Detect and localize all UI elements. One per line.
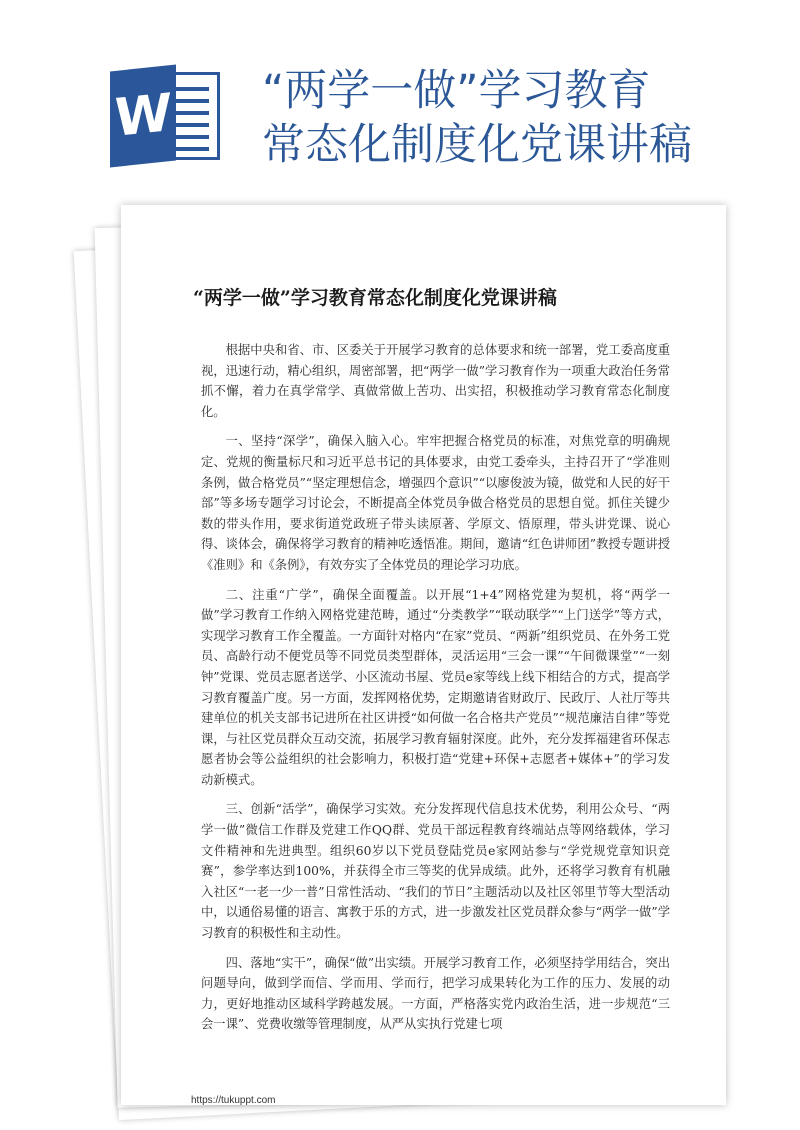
word-icon — [110, 68, 220, 164]
document-page — [121, 205, 726, 1105]
paragraph-section-1: 一、坚持“深学”，确保入脑入心。牢牢把握合格党员的标准，对焦党章的明确规定、党规的衡量标尺和习近平总书记的具体要求，由党工委牵头，主持召开了“学准则条例，做合格党员”“坚定理想信念，增强四个意识”“以廖俊波为镜，做党和人民的好干部”等多场专题学习讨论会，不断提高全体党员争做合格党员的思想自觉。抓住关键少数的带头作用，要求街道党政班子带头读原著、学原文、悟原理，带头讲党课、说心得、谈体会，确保将学习教育的精神吃透悟准。期间，邀请“红色讲师团”教授专题讲授《准则》和《条例》，有效夯实了全体党员的理论学习功底。 — [201, 434, 670, 572]
document-stack — [96, 205, 726, 1110]
paragraph-section-2: 二、注重“广学”，确保全面覆盖。以开展“1+4”网格党建为契机，将“两学一做”学习教育工作纳入网格党建范畴，通过“分类教学”“联动联学”“上门送学”等方式，实现学习教育工作全覆盖。一方面针对格内“在家”党员、“两新”组织党员、在外务工党员、高龄行动不便党员等不同党员类型群体，灵活运用“三会一课”“午间微课堂”“一刻钟”党课、党员志愿者送学、小区流动书屋、党员e家等线上线下相结合的方式，提高学习教育覆盖广度。另一方面，发挥网格优势，定期邀请省财政厅、民政厅、人社厅等共建单位的机关支部书记进所在社区讲授“如何做一名合格共产党员”“规范廉洁自律”等党课，与社区党员群众互动交流，拓展学习教育辐射深度。此外，充分发挥福建省环保志愿者协会等公益组织的社会影响力，积极打造“党建+环保+志愿者+媒体+”的学习发动新模式。 — [201, 587, 670, 787]
header-title-line1: “两学一做”学习教育 — [262, 66, 651, 116]
header-banner — [0, 0, 800, 190]
word-icon-badge: W — [110, 65, 176, 168]
header-title — [262, 64, 782, 172]
document-title: “两学一做”学习教育常态化制度化党课讲稿 — [193, 287, 557, 309]
header-title-line2: 常态化制度化党课讲稿 — [262, 120, 692, 170]
document-body — [201, 340, 670, 1035]
footer-url: https://tukuppt.com — [191, 1095, 276, 1106]
paragraph-intro: 根据中央和省、市、区委关于开展学习教育的总体要求和统一部署，党工委高度重视，迅速行动，精心组织，周密部署，把“两学一做”学习教育作为一项重大政治任务常抓不懈，着力在真学常学、真做常做上苦功、出实招，积极推动学习教育常态化制度化。 — [201, 343, 670, 419]
paragraph-section-4: 四、落地“实干”，确保“做”出实绩。开展学习教育工作，必须坚持学用结合，突出问题导向，做到学而信、学而用、学而行，把学习成果转化为工作的压力、发展的动力，更好地推动区域科学跨越发展。一方面，严格落实党内政治生活，进一步规范“三会一课”、党费收缴等管理制度，从严从实执行党建七项 — [201, 955, 670, 1032]
paragraph-section-3: 三、创新“活学”，确保学习实效。充分发挥现代信息技术优势，利用公众号、“两学一做”微信工作群及党建工作QQ群、党员干部远程教育终端站点等网络载体，学习文件精神和先进典型。组织60岁以下党员登陆党员e家网站参与“学党规党章知识竞赛”，参学率达到100%，并获得全市三等奖的优异成绩。此外，还将学习教育有机融入社区“一老一少一普”日常性活动、“我们的节日”主题活动以及社区邻里节等大型活动中，以通俗易懂的语言、寓教于乐的方式，进一步激发社区党员群众参与“两学一做”学习教育的积极性和主动性。 — [201, 802, 670, 941]
